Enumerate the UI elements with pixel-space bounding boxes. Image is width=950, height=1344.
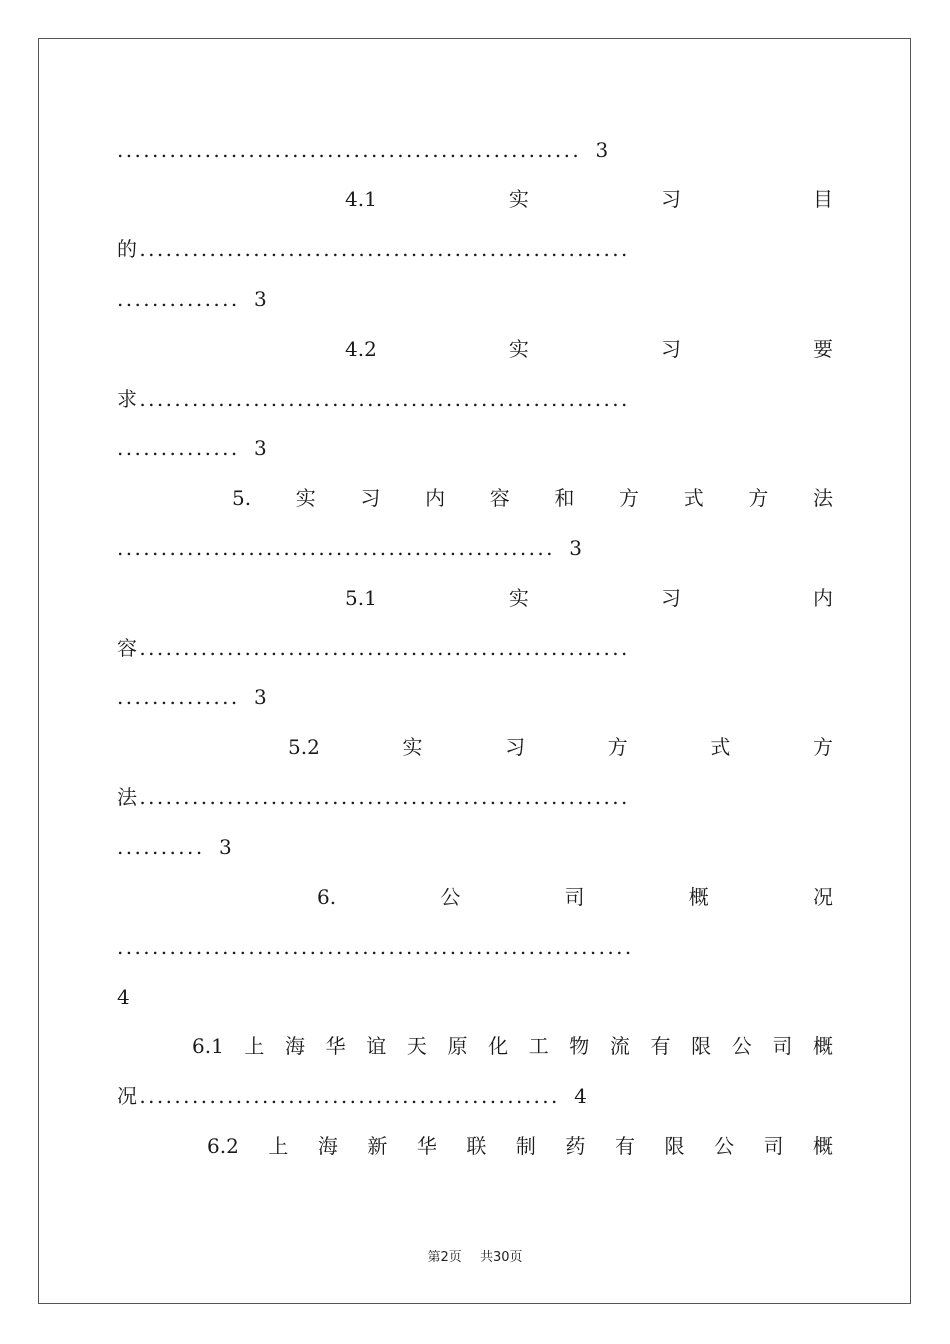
- toc-entry-6-dots: ...........................................................: [117, 935, 634, 959]
- heading-char: 式: [710, 735, 731, 759]
- heading-char: 内: [425, 486, 446, 510]
- heading-char: 况: [812, 885, 833, 909]
- heading-char: 原: [447, 1034, 468, 1058]
- page-footer: [0, 1246, 950, 1265]
- heading-char: 有: [650, 1034, 671, 1058]
- heading-char: 化: [488, 1034, 509, 1058]
- leader-dots: ..................................................: [117, 536, 555, 560]
- heading-char: 联: [466, 1134, 487, 1158]
- toc-entry-4-2: [345, 334, 833, 364]
- toc-entry-5-2-page: [117, 832, 833, 862]
- heading-char: 公: [440, 885, 461, 909]
- section-number: 6.1: [192, 1034, 224, 1058]
- section-number: 6.2: [207, 1134, 239, 1158]
- heading-char: 方: [812, 735, 833, 759]
- heading-char: 上: [268, 1134, 289, 1158]
- heading-char: 限: [691, 1034, 712, 1058]
- total-pages-label: 共30页: [479, 1250, 523, 1265]
- section-number: 4.2: [345, 337, 377, 361]
- toc-line-dots-1: [117, 135, 833, 165]
- heading-char: 有: [614, 1134, 635, 1158]
- heading-char: 方: [748, 486, 769, 510]
- heading-char: 习: [660, 337, 681, 361]
- heading-char: 工: [528, 1034, 549, 1058]
- heading-char: 习: [505, 735, 526, 759]
- section-number: 5.1: [345, 586, 377, 610]
- toc-entry-5-1: [345, 583, 833, 613]
- heading-char: 天: [406, 1034, 427, 1058]
- leader-dots: ..............: [117, 436, 240, 460]
- section-number: 5.: [232, 486, 252, 510]
- page-label: 第2页: [427, 1250, 462, 1265]
- toc-entry-5-1-page: [117, 682, 833, 712]
- heading-char: 华: [416, 1134, 437, 1158]
- page-number: 4: [574, 1084, 587, 1108]
- heading-char: 上: [244, 1034, 265, 1058]
- heading-char: 制: [515, 1134, 536, 1158]
- heading-char: 式: [683, 486, 704, 510]
- leader-dots: ..............: [117, 287, 240, 311]
- heading-char: 流: [609, 1034, 630, 1058]
- heading-char: 习: [360, 486, 381, 510]
- heading-char: 和: [554, 486, 575, 510]
- heading-char: 方: [607, 735, 628, 759]
- heading-char: 要: [813, 337, 833, 361]
- heading-char: 物: [569, 1034, 590, 1058]
- page-number: 3: [218, 835, 232, 859]
- heading-char: 实: [508, 586, 529, 610]
- toc-entry-4-1-page: [117, 284, 833, 314]
- heading-char: 司: [772, 1034, 793, 1058]
- heading-char: 限: [664, 1134, 685, 1158]
- page-number: 3: [595, 138, 609, 162]
- leader-dots: ..........: [117, 835, 205, 859]
- page-number: 3: [253, 287, 267, 311]
- toc-entry-5-2-cont: 法........................................................: [117, 785, 630, 809]
- toc-entry-5: [232, 483, 833, 513]
- toc-entry-4-2-cont: 求........................................................: [117, 387, 630, 411]
- heading-char: 目: [813, 187, 833, 211]
- heading-char: 新: [367, 1134, 388, 1158]
- toc-entry-4-1-cont: 的........................................................: [117, 237, 630, 261]
- toc-entry-5-page: [117, 533, 833, 563]
- toc-entry-4-1: [345, 184, 833, 214]
- section-number: 6.: [317, 885, 337, 909]
- heading-char: 实: [402, 735, 423, 759]
- page-number: 3: [253, 436, 267, 460]
- heading-char: 司: [564, 885, 585, 909]
- toc-entry-6-page: [117, 982, 833, 1012]
- heading-char: 海: [285, 1034, 306, 1058]
- page-number: 3: [569, 536, 582, 560]
- heading-char: 容: [489, 486, 510, 510]
- toc-entry-6-2: [207, 1131, 833, 1161]
- heading-char: 实: [295, 486, 316, 510]
- heading-char: 实: [508, 187, 529, 211]
- section-number: 5.2: [288, 735, 320, 759]
- section-number: 4.1: [345, 187, 377, 211]
- page-border: [38, 38, 911, 1304]
- heading-char: 药: [565, 1134, 586, 1158]
- toc-entry-6-1-cont: [117, 1081, 833, 1111]
- heading-char: 实: [508, 337, 529, 361]
- toc-entry-5-2: [288, 732, 833, 762]
- leader-dots: ..............: [117, 685, 240, 709]
- heading-char: 司: [763, 1134, 784, 1158]
- toc-entry-6-1: [192, 1031, 833, 1061]
- heading-char: 华: [325, 1034, 346, 1058]
- heading-char: 公: [713, 1134, 734, 1158]
- leader-dots: 况................................................: [117, 1084, 560, 1108]
- heading-char: 习: [660, 586, 681, 610]
- heading-char: 内: [813, 586, 833, 610]
- leader-dots: .....................................................: [117, 138, 582, 162]
- heading-char: 海: [317, 1134, 338, 1158]
- heading-char: 概: [813, 1134, 833, 1158]
- heading-char: 法: [813, 486, 833, 510]
- heading-char: 公: [731, 1034, 752, 1058]
- page-number: 3: [253, 685, 267, 709]
- toc-entry-6: [317, 882, 833, 912]
- heading-char: 谊: [366, 1034, 387, 1058]
- heading-char: 方: [619, 486, 640, 510]
- toc-entry-5-1-cont: 容........................................................: [117, 636, 630, 660]
- page-number: 4: [117, 985, 130, 1009]
- heading-char: 概: [688, 885, 709, 909]
- toc-entry-4-2-page: [117, 433, 833, 463]
- heading-char: 概: [812, 1034, 833, 1058]
- heading-char: 习: [660, 187, 681, 211]
